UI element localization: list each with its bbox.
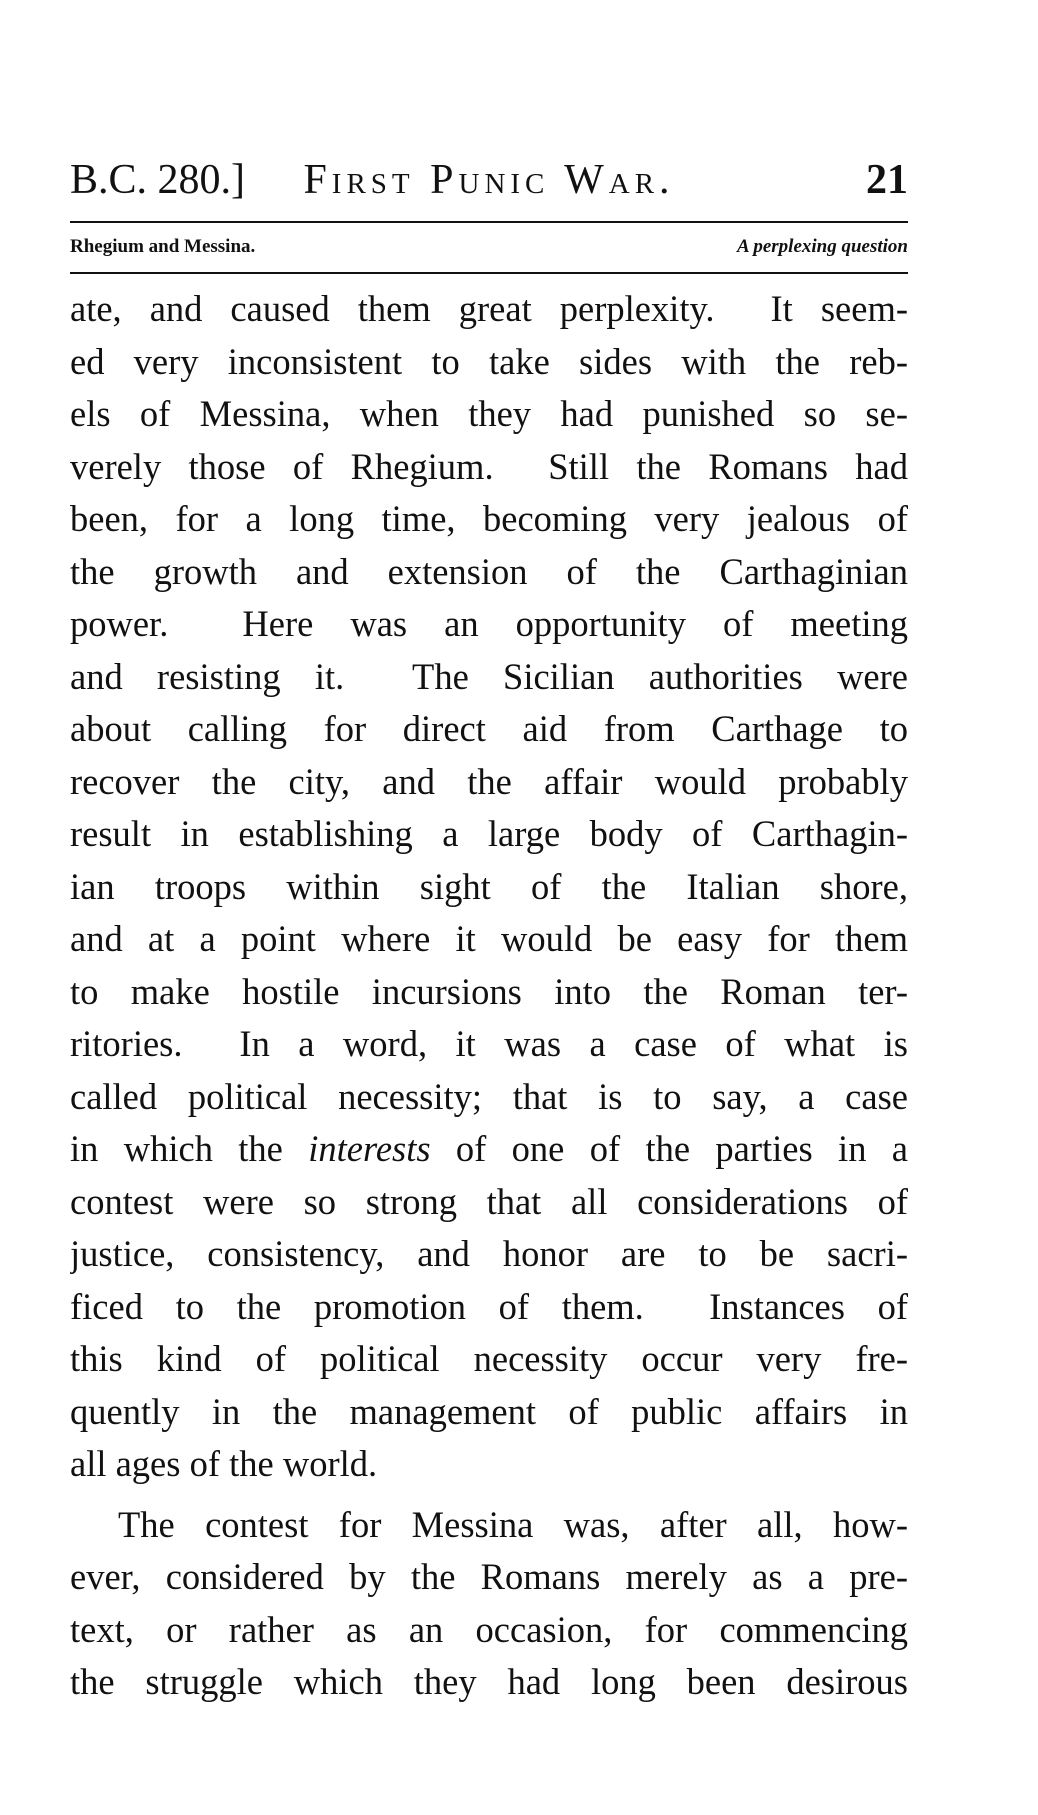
- text-run: of one of the parties in a: [430, 1128, 908, 1169]
- running-head-date: B.C. 280.]: [70, 157, 246, 203]
- header-rule-top: [70, 221, 908, 223]
- subhead: [70, 226, 908, 268]
- text-line: quently in the management of public affairs in: [70, 1390, 908, 1432]
- running-head: [70, 150, 908, 210]
- text-line: ficed to the promotion of them. Instances of: [70, 1285, 908, 1327]
- text-line: recover the city, and the affair would probably: [70, 760, 908, 802]
- text-line: contest were so strong that all considerations of: [70, 1180, 908, 1222]
- running-head-title: First Punic War.: [303, 157, 675, 203]
- page-number: 21: [866, 157, 908, 203]
- text-line: power. Here was an opportunity of meeting: [70, 603, 908, 644]
- text-line: this kind of political necessity occur very fre-: [70, 1338, 908, 1379]
- text-line-with-italic: [70, 1123, 908, 1176]
- text-line: and at a point where it would be easy for them: [70, 918, 908, 959]
- text-line: been, for a long time, becoming very jealous of: [70, 498, 908, 539]
- text-line: the growth and extension of the Carthaginian: [70, 550, 908, 592]
- text-line: the struggle which they had long been desirous: [70, 1661, 908, 1702]
- text-line: ed very inconsistent to take sides with the reb-: [70, 340, 908, 382]
- text-line: ever, considered by the Romans merely as a pre-: [70, 1556, 908, 1597]
- text-line: all ages of the world.: [70, 1443, 378, 1484]
- text-run: in which the: [70, 1128, 309, 1169]
- text-line: called political necessity; that is to say, a case: [70, 1075, 908, 1117]
- text-line: The contest for Messina was, after all, how-: [118, 1503, 908, 1545]
- text-line: result in establishing a large body of Carthagin-: [70, 813, 908, 854]
- text-line: ritories. In a word, it was a case of what is: [70, 1023, 908, 1064]
- text-line: ian troops within sight of the Italian shore,: [70, 865, 908, 907]
- paragraph-gap: [70, 1491, 908, 1499]
- text-line: text, or rather as an occasion, for commencing: [70, 1608, 908, 1650]
- subhead-right: A perplexing question: [736, 236, 908, 257]
- body-text: [70, 283, 908, 1709]
- header-rule-bottom: [70, 272, 908, 274]
- text-line: about calling for direct aid from Carthage to: [70, 708, 908, 749]
- subhead-left: Rhegium and Messina.: [70, 236, 256, 257]
- text-line: justice, consistency, and honor are to be sacri-: [70, 1233, 908, 1274]
- text-line: els of Messina, when they had punished so se-: [70, 393, 908, 434]
- text-line: to make hostile incursions into the Roman ter-: [70, 970, 908, 1012]
- text-line: ate, and caused them great perplexity. It seem-: [70, 288, 908, 329]
- italic-word: interests: [308, 1128, 431, 1169]
- text-line: and resisting it. The Sicilian authorities were: [70, 655, 908, 697]
- text-line: verely those of Rhegium. Still the Romans had: [70, 445, 908, 487]
